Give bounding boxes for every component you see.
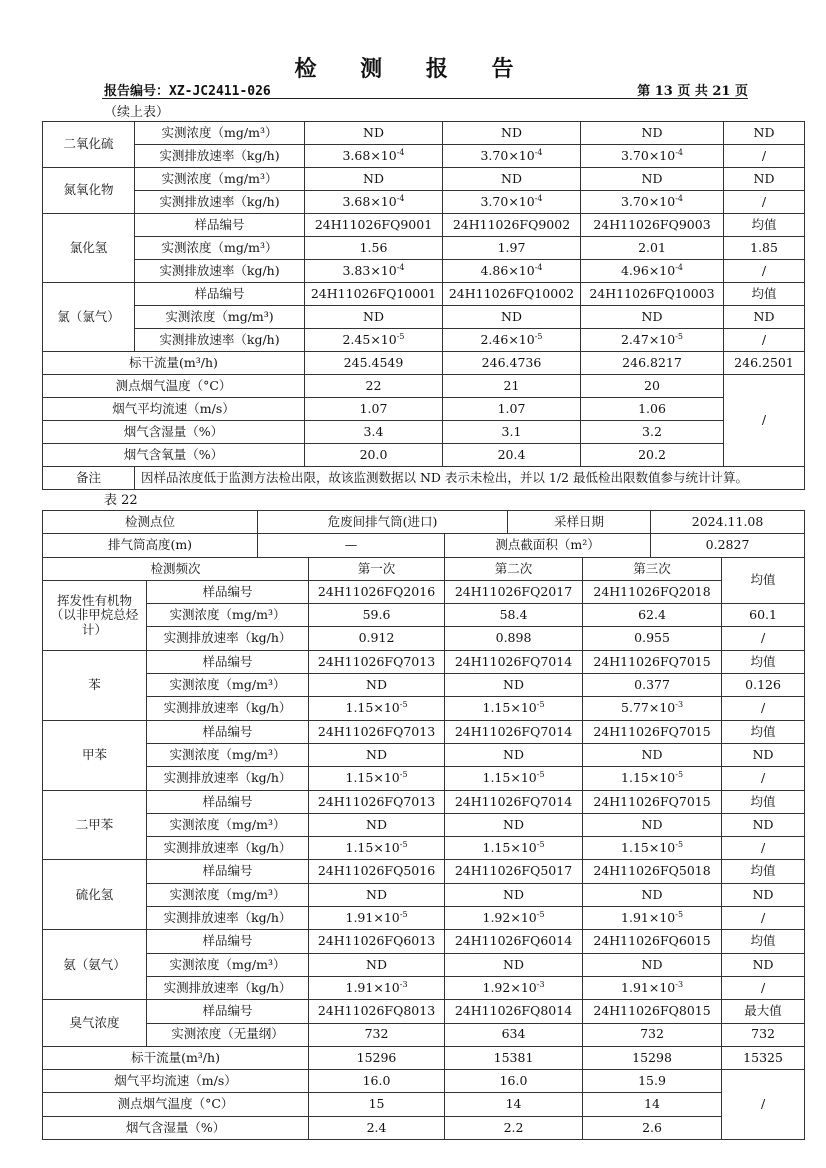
table-row <box>43 627 805 650</box>
sci-cell: $3.70\times 10^{-4}$ <box>443 145 581 168</box>
cell: 24H11026FQ10001 <box>305 283 443 306</box>
cell: 24H11026FQ7013 <box>309 790 445 813</box>
cell: ND <box>722 953 805 976</box>
cell: ND <box>581 168 724 191</box>
table-row <box>43 398 805 421</box>
pollutant-name: 甲苯 <box>43 720 147 790</box>
cell: 24H11026FQ7013 <box>309 650 445 673</box>
sci-cell: $2.47\times 10^{-5}$ <box>581 329 724 352</box>
cell: 0.955 <box>583 627 722 650</box>
cell: ND <box>443 168 581 191</box>
sci-cell: $1.92\times 10^{-3}$ <box>445 976 583 999</box>
table-row <box>43 604 805 627</box>
table-row <box>43 283 805 306</box>
cell: ND <box>722 813 805 836</box>
cell: ND <box>583 743 722 766</box>
page-indicator: 第 13 页 共 21 页 <box>637 84 748 99</box>
cell: 最大值 <box>722 1000 805 1023</box>
cell: 15 <box>309 1093 445 1116</box>
row-label: 标干流量(m³/h) <box>43 352 305 375</box>
table-row <box>43 1070 805 1093</box>
report-title: 检 测 报 告 <box>294 56 532 82</box>
row-label: 实测浓度（mg/m³） <box>135 122 305 145</box>
sci-cell: $2.46\times 10^{-5}$ <box>443 329 581 352</box>
row-label: 样品编号 <box>147 580 309 603</box>
run-header: 第一次 <box>309 557 445 580</box>
cell: 24H11026FQ8013 <box>309 1000 445 1023</box>
row-label: 标干流量(m³/h) <box>43 1046 309 1069</box>
table-row <box>43 421 805 444</box>
cell: 732 <box>722 1023 805 1046</box>
table-row <box>43 720 805 743</box>
cell: 均值 <box>724 283 805 306</box>
cell: 1.07 <box>305 398 443 421</box>
pollutant-name: 臭气浓度 <box>43 1000 147 1047</box>
cell: / <box>722 767 805 790</box>
cell: 0.126 <box>722 674 805 697</box>
row-label: 实测排放速率（kg/h） <box>147 767 309 790</box>
table-row <box>43 1000 805 1023</box>
cell: 1.97 <box>443 237 581 260</box>
table-number: 表 22 <box>104 493 138 508</box>
cell: ND <box>445 953 583 976</box>
freq-label: 检测频次 <box>43 557 309 580</box>
table-row <box>43 580 805 603</box>
cell: 24H11026FQ9003 <box>581 214 724 237</box>
row-label: 实测排放速率（kg/h) <box>135 260 305 283</box>
cell: ND <box>445 883 583 906</box>
row-label: 测点烟气温度（°C） <box>43 375 305 398</box>
cell: 0.912 <box>309 627 445 650</box>
table-row <box>43 557 805 580</box>
sci-cell: $4.86\times 10^{-4}$ <box>443 260 581 283</box>
pollutant-name: 二氧化硫 <box>43 122 135 168</box>
cell: 均值 <box>722 930 805 953</box>
cell: 24H11026FQ2016 <box>309 580 445 603</box>
cell: ND <box>309 953 445 976</box>
header-rule <box>102 98 748 99</box>
sci-cell: $3.68\times 10^{-4}$ <box>305 191 443 214</box>
sci-cell: $1.91\times 10^{-5}$ <box>583 907 722 930</box>
sci-cell: $1.15\times 10^{-5}$ <box>445 697 583 720</box>
sci-cell: $3.70\times 10^{-4}$ <box>581 145 724 168</box>
cell: 24H11026FQ6015 <box>583 930 722 953</box>
pollutant-name: 硫化氢 <box>43 860 147 930</box>
cell: 59.6 <box>309 604 445 627</box>
table-row <box>43 1023 805 1046</box>
cell: 60.1 <box>722 604 805 627</box>
table-row <box>43 837 805 860</box>
table-row <box>43 237 805 260</box>
table-row <box>43 767 805 790</box>
cell: 24H11026FQ5016 <box>309 860 445 883</box>
cell: 24H11026FQ7015 <box>583 790 722 813</box>
cell: 2.4 <box>309 1116 445 1139</box>
table-row <box>43 1046 805 1069</box>
table-row <box>43 976 805 999</box>
table-row <box>43 674 805 697</box>
cell: 24H11026FQ6014 <box>445 930 583 953</box>
cell: ND <box>309 674 445 697</box>
cell: 1.85 <box>724 237 805 260</box>
table-row <box>43 352 805 375</box>
cell: 2.2 <box>445 1116 583 1139</box>
cell: ND <box>581 306 724 329</box>
point-value: 危废间排气筒(进口) <box>258 511 508 534</box>
row-label: 实测浓度（mg/m³） <box>147 743 309 766</box>
pollutant-name: 氯化氢 <box>43 214 135 283</box>
cell: / <box>722 627 805 650</box>
sci-cell: $3.68\times 10^{-4}$ <box>305 145 443 168</box>
cell: 246.4736 <box>443 352 581 375</box>
cell: 15381 <box>445 1046 583 1069</box>
sci-cell: $3.83\times 10^{-4}$ <box>305 260 443 283</box>
height-label: 排气筒高度(m) <box>43 534 258 557</box>
cell: ND <box>305 168 443 191</box>
row-label: 实测排放速率（kg/h) <box>135 191 305 214</box>
cell: / <box>722 976 805 999</box>
row-label: 实测浓度（mg/m³） <box>147 883 309 906</box>
cell: 均值 <box>724 214 805 237</box>
sci-cell: $5.77\times 10^{-3}$ <box>583 697 722 720</box>
height-value: — <box>258 534 445 557</box>
sci-cell: $3.70\times 10^{-4}$ <box>581 191 724 214</box>
sci-cell: $1.15\times 10^{-5}$ <box>583 767 722 790</box>
cell: 均值 <box>722 650 805 673</box>
cell: 24H11026FQ8015 <box>583 1000 722 1023</box>
row-label: 实测浓度（mg/m³） <box>135 237 305 260</box>
cell: 246.8217 <box>581 352 724 375</box>
cell: ND <box>309 883 445 906</box>
cell: 58.4 <box>445 604 583 627</box>
cell: 634 <box>445 1023 583 1046</box>
row-label: 实测浓度（mg/m³) <box>135 306 305 329</box>
cell: / <box>724 329 805 352</box>
table-row <box>43 650 805 673</box>
table-row <box>43 860 805 883</box>
cell: ND <box>445 743 583 766</box>
row-label: 实测浓度（mg/m³） <box>147 604 309 627</box>
cell: / <box>724 375 805 467</box>
row-label: 实测浓度（mg/m³） <box>147 674 309 697</box>
cell: 20.0 <box>305 444 443 467</box>
sci-cell: $1.91\times 10^{-3}$ <box>309 976 445 999</box>
cell: 24H11026FQ6013 <box>309 930 445 953</box>
cell: 2.6 <box>583 1116 722 1139</box>
cell: ND <box>309 813 445 836</box>
cell: / <box>724 191 805 214</box>
table-row <box>43 511 805 534</box>
cell: ND <box>443 306 581 329</box>
cell: 0.377 <box>583 674 722 697</box>
table-row <box>43 467 805 490</box>
row-label: 实测排放速率（kg/h) <box>135 329 305 352</box>
row-label: 实测浓度（无量纲） <box>147 1023 309 1046</box>
pollutant-name: 氮氧化物 <box>43 168 135 214</box>
cell: / <box>724 145 805 168</box>
row-label: 实测排放速率（kg/h) <box>135 145 305 168</box>
cell: 20.4 <box>443 444 581 467</box>
pollutant-name: 苯 <box>43 650 147 720</box>
row-label: 样品编号 <box>147 860 309 883</box>
row-label: 样品编号 <box>135 283 305 306</box>
table-row <box>43 191 805 214</box>
table-row <box>43 329 805 352</box>
table-row <box>43 214 805 237</box>
area-value: 0.2827 <box>651 534 805 557</box>
cell: 24H11026FQ7015 <box>583 720 722 743</box>
sci-cell: $1.15\times 10^{-5}$ <box>309 837 445 860</box>
cell: 2.01 <box>581 237 724 260</box>
cell: 21 <box>443 375 581 398</box>
cell: 24H11026FQ7013 <box>309 720 445 743</box>
row-label: 样品编号 <box>147 1000 309 1023</box>
row-label: 烟气含湿量（%） <box>43 1116 309 1139</box>
table-row <box>43 534 805 557</box>
table-row <box>43 697 805 720</box>
row-label: 样品编号 <box>147 930 309 953</box>
cell: / <box>724 260 805 283</box>
cell: ND <box>581 122 724 145</box>
table-row <box>43 444 805 467</box>
cell: 24H11026FQ7014 <box>445 720 583 743</box>
cell: 均值 <box>722 790 805 813</box>
cell: 24H11026FQ7015 <box>583 650 722 673</box>
note-text: 因样品浓度低于监测方法检出限，故该监测数据以 ND 表示未检出，并以 1/2 最低检出限数值参与统计计算。 <box>135 467 805 490</box>
cell: ND <box>583 813 722 836</box>
note-label: 备注 <box>43 467 135 490</box>
row-label: 实测排放速率（kg/h） <box>147 627 309 650</box>
cell: 16.0 <box>445 1070 583 1093</box>
sci-cell: $1.15\times 10^{-5}$ <box>309 767 445 790</box>
table-row <box>43 122 805 145</box>
cell: / <box>722 837 805 860</box>
cell: 3.1 <box>443 421 581 444</box>
cell: ND <box>445 813 583 836</box>
date-value: 2024.11.08 <box>651 511 805 534</box>
row-label: 烟气含湿量（%） <box>43 421 305 444</box>
pollutant-name: 氨（氨气） <box>43 930 147 1000</box>
point-label: 检测点位 <box>43 511 258 534</box>
row-label: 实测浓度（mg/m³） <box>147 813 309 836</box>
sci-cell: $1.15\times 10^{-5}$ <box>583 837 722 860</box>
run-header: 第三次 <box>583 557 722 580</box>
cell: 24H11026FQ9002 <box>443 214 581 237</box>
cell: ND <box>722 883 805 906</box>
cell: / <box>722 697 805 720</box>
row-label: 样品编号 <box>135 214 305 237</box>
cell: ND <box>724 168 805 191</box>
row-label: 实测浓度（mg/m³） <box>147 953 309 976</box>
sci-cell: $4.96\times 10^{-4}$ <box>581 260 724 283</box>
sci-cell: $2.45\times 10^{-5}$ <box>305 329 443 352</box>
pollutant-name: 挥发性有机物（以非甲烷总烃计） <box>43 580 147 650</box>
cell: / <box>722 1070 805 1140</box>
cell: ND <box>445 674 583 697</box>
cell: 1.06 <box>581 398 724 421</box>
cell: ND <box>583 883 722 906</box>
cell: 3.4 <box>305 421 443 444</box>
cell: 均值 <box>722 860 805 883</box>
row-label: 烟气含氧量（%） <box>43 444 305 467</box>
report-number: 报告编号：XZ-JC2411-026 <box>104 84 271 99</box>
sci-cell: $1.15\times 10^{-5}$ <box>445 767 583 790</box>
cell: 20.2 <box>581 444 724 467</box>
table-row <box>43 1093 805 1116</box>
sci-cell: $1.15\times 10^{-5}$ <box>445 837 583 860</box>
cell: / <box>722 907 805 930</box>
emission-table-continued <box>42 121 805 490</box>
row-label: 样品编号 <box>147 790 309 813</box>
table-row <box>43 375 805 398</box>
cell: 1.56 <box>305 237 443 260</box>
cell: 245.4549 <box>305 352 443 375</box>
cell: 20 <box>581 375 724 398</box>
cell: 22 <box>305 375 443 398</box>
row-label: 烟气平均流速（m/s） <box>43 1070 309 1093</box>
area-label: 测点截面积（m²） <box>445 534 651 557</box>
cell: 14 <box>583 1093 722 1116</box>
cell: 24H11026FQ5018 <box>583 860 722 883</box>
cell: 24H11026FQ10002 <box>443 283 581 306</box>
cell: 15.9 <box>583 1070 722 1093</box>
cell: 246.2501 <box>724 352 805 375</box>
cell: ND <box>722 743 805 766</box>
cell: ND <box>724 306 805 329</box>
row-label: 实测排放速率（kg/h） <box>147 976 309 999</box>
cell: 15298 <box>583 1046 722 1069</box>
cell: 62.4 <box>583 604 722 627</box>
cell: ND <box>305 306 443 329</box>
pollutant-name: 二甲苯 <box>43 790 147 860</box>
table-row <box>43 813 805 836</box>
table-row <box>43 953 805 976</box>
table-row <box>43 260 805 283</box>
avg-header: 均值 <box>722 557 805 604</box>
cell: ND <box>305 122 443 145</box>
cell: 24H11026FQ2017 <box>445 580 583 603</box>
cell: 24H11026FQ9001 <box>305 214 443 237</box>
emission-table-22 <box>42 510 805 1140</box>
cell: ND <box>443 122 581 145</box>
continued-label: （续上表） <box>104 105 170 120</box>
sci-cell: $1.91\times 10^{-3}$ <box>583 976 722 999</box>
date-label: 采样日期 <box>508 511 651 534</box>
cell: 24H11026FQ5017 <box>445 860 583 883</box>
cell: 732 <box>583 1023 722 1046</box>
sci-cell: $1.15\times 10^{-5}$ <box>309 697 445 720</box>
row-label: 样品编号 <box>147 720 309 743</box>
table-row <box>43 790 805 813</box>
row-label: 烟气平均流速（m/s） <box>43 398 305 421</box>
cell: 24H11026FQ2018 <box>583 580 722 603</box>
run-header: 第二次 <box>445 557 583 580</box>
cell: ND <box>583 953 722 976</box>
table-row <box>43 1116 805 1139</box>
row-label: 实测排放速率（kg/h） <box>147 697 309 720</box>
cell: 1.07 <box>443 398 581 421</box>
table-row <box>43 145 805 168</box>
cell: 24H11026FQ7014 <box>445 790 583 813</box>
cell: 0.898 <box>445 627 583 650</box>
pollutant-name: 氯（氯气） <box>43 283 135 352</box>
table-row <box>43 883 805 906</box>
cell: 15296 <box>309 1046 445 1069</box>
cell: 16.0 <box>309 1070 445 1093</box>
table-row <box>43 306 805 329</box>
row-label: 样品编号 <box>147 650 309 673</box>
table-row <box>43 168 805 191</box>
cell: ND <box>309 743 445 766</box>
cell: 24H11026FQ7014 <box>445 650 583 673</box>
cell: 3.2 <box>581 421 724 444</box>
table-row <box>43 907 805 930</box>
sci-cell: $1.92\times 10^{-5}$ <box>445 907 583 930</box>
cell: ND <box>724 122 805 145</box>
table-row <box>43 743 805 766</box>
row-label: 实测排放速率（kg/h） <box>147 907 309 930</box>
cell: 15325 <box>722 1046 805 1069</box>
cell: 14 <box>445 1093 583 1116</box>
sci-cell: $1.91\times 10^{-5}$ <box>309 907 445 930</box>
row-label: 实测排放速率（kg/h） <box>147 837 309 860</box>
cell: 24H11026FQ8014 <box>445 1000 583 1023</box>
cell: 均值 <box>722 720 805 743</box>
sci-cell: $3.70\times 10^{-4}$ <box>443 191 581 214</box>
cell: 24H11026FQ10003 <box>581 283 724 306</box>
table-row <box>43 930 805 953</box>
row-label: 实测浓度（mg/m³） <box>135 168 305 191</box>
cell: 732 <box>309 1023 445 1046</box>
row-label: 测点烟气温度（°C） <box>43 1093 309 1116</box>
